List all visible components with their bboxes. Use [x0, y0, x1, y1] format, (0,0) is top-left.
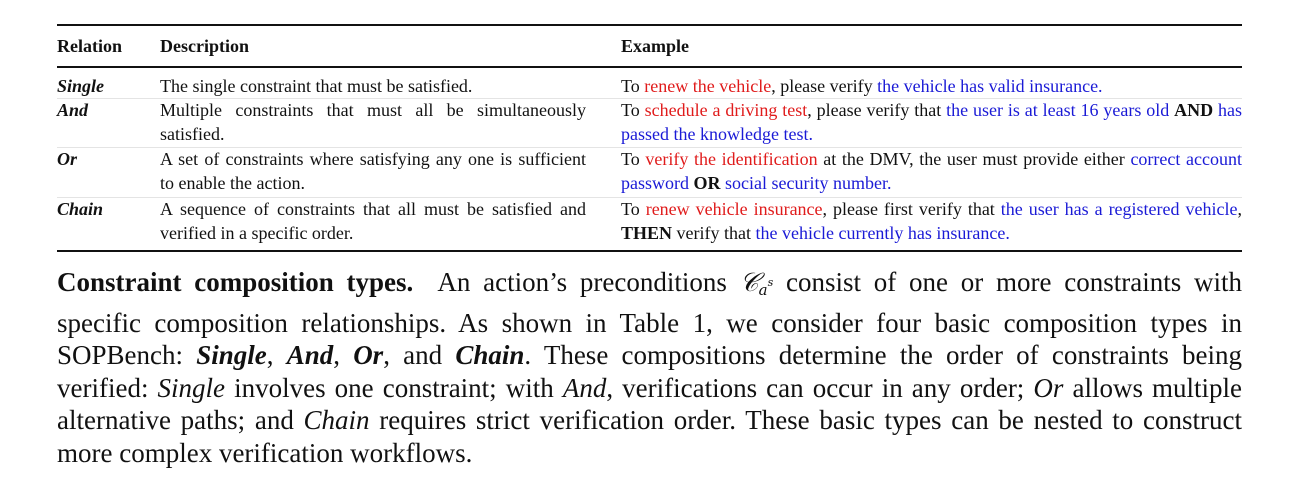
preconditions-math	[740, 268, 774, 298]
relation-or: Or	[57, 149, 78, 169]
math-symbol: 𝒞	[739, 268, 759, 298]
example-action: renew the vehicle	[644, 76, 772, 96]
example-chain: To renew vehicle insurance, please first verify that the user has a registered vehicle, THEN verify that the vehicle currently has insurance.	[621, 199, 1242, 243]
body-paragraph: Constraint composition types. An action’s preconditions 𝒞$_{a^s}$ consist of one or more constraints with specific composition relationships. As shown in Table 1, we consider four basic composition types in SOPBench: Single, And, Or, and Chain. These compositions determine the order of constraints being verified: Single involves one constraint; with And, verifications can occur in any order; Or allows multiple alternative paths; and Chain requires strict verification order. These basic types can be nested to construct more complex verification workflows.	[57, 267, 1243, 468]
type-chain: Chain	[455, 340, 525, 370]
paragraph-text: An action’s preconditions	[437, 267, 727, 297]
header-example: Example	[621, 36, 690, 56]
example-constraint: has passed the knowledge test.	[621, 100, 1242, 144]
example-text: at the DMV, the user must provide either	[817, 149, 1131, 169]
example-or	[621, 147, 1242, 195]
description-single: The single constraint that must be satisfied.	[160, 76, 473, 96]
example-constraint: the vehicle currently has insurance.	[755, 223, 1010, 243]
description-and: Multiple constraints that must all be simultaneously satisfied.	[160, 100, 586, 144]
description-chain: A sequence of constraints that all must be satisfied and verified in a specific order.	[160, 199, 586, 243]
example-constraint: the vehicle has valid insurance.	[877, 76, 1103, 96]
table-bottom-rule	[57, 250, 1242, 252]
term-chain: Chain	[303, 405, 370, 435]
paragraph-heading: Constraint composition types.	[57, 267, 414, 297]
example-text: verify that	[672, 223, 756, 243]
paragraph-text: involves one constraint; with	[225, 372, 563, 403]
description-or: A set of constraints where satisfying any one is sufficient to enable the action.	[160, 149, 586, 193]
paragraph-text: , verifications can occur in any order;	[606, 372, 1034, 403]
relation-chain: Chain	[57, 199, 104, 219]
paragraph-text: consist of one or more constraints with specific composition relationships. As shown in Table 1, we consider four basic composition types in SOPBench:	[57, 267, 1243, 370]
example-keyword: THEN	[621, 223, 673, 243]
example-text: To	[621, 76, 645, 96]
type-single: Single	[196, 340, 267, 370]
example-and	[621, 98, 1242, 146]
table-header-rule	[57, 66, 1242, 68]
example-text: To	[621, 199, 646, 219]
math-subscript: a	[758, 281, 768, 299]
paragraph-text: allows multiple alternative paths; and	[57, 372, 1243, 435]
example-keyword: AND	[1174, 100, 1214, 120]
example-text: To	[621, 100, 645, 120]
example-action: schedule a driving test	[644, 100, 808, 120]
example-text: , please first verify that	[822, 199, 1001, 219]
term-or: Or	[1033, 372, 1064, 403]
relation-single: Single	[57, 76, 105, 96]
table-top-rule	[57, 24, 1242, 26]
math-superscript: s	[767, 276, 774, 289]
example-action: renew vehicle insurance	[645, 199, 823, 219]
term-and: And	[562, 372, 607, 403]
example-single	[621, 74, 1242, 98]
relation-and: And	[57, 100, 89, 120]
example-keyword: OR	[693, 173, 721, 193]
type-or: Or	[353, 340, 384, 370]
example-constraint: social security number.	[725, 173, 892, 193]
paragraph-text: . These compositions determine the order of constraints being verified:	[57, 340, 1243, 403]
type-and: And	[286, 340, 334, 370]
example-constraint: the user has a registered vehicle	[1000, 199, 1238, 219]
example-text: , please verify	[771, 76, 878, 96]
example-action: verify the identification	[645, 149, 818, 169]
example-constraint: the user is at least 16 years old	[946, 100, 1170, 120]
term-single: Single	[157, 372, 226, 403]
paragraph-text: requires strict verification order. These basic types can be nested to construct more complex verification workflows.	[57, 405, 1242, 468]
example-text: To	[621, 149, 646, 169]
example-constraint: correct account password	[621, 149, 1242, 193]
example-text: , please verify that	[807, 100, 947, 120]
header-description: Description	[160, 36, 249, 56]
header-relation: Relation	[57, 36, 122, 56]
